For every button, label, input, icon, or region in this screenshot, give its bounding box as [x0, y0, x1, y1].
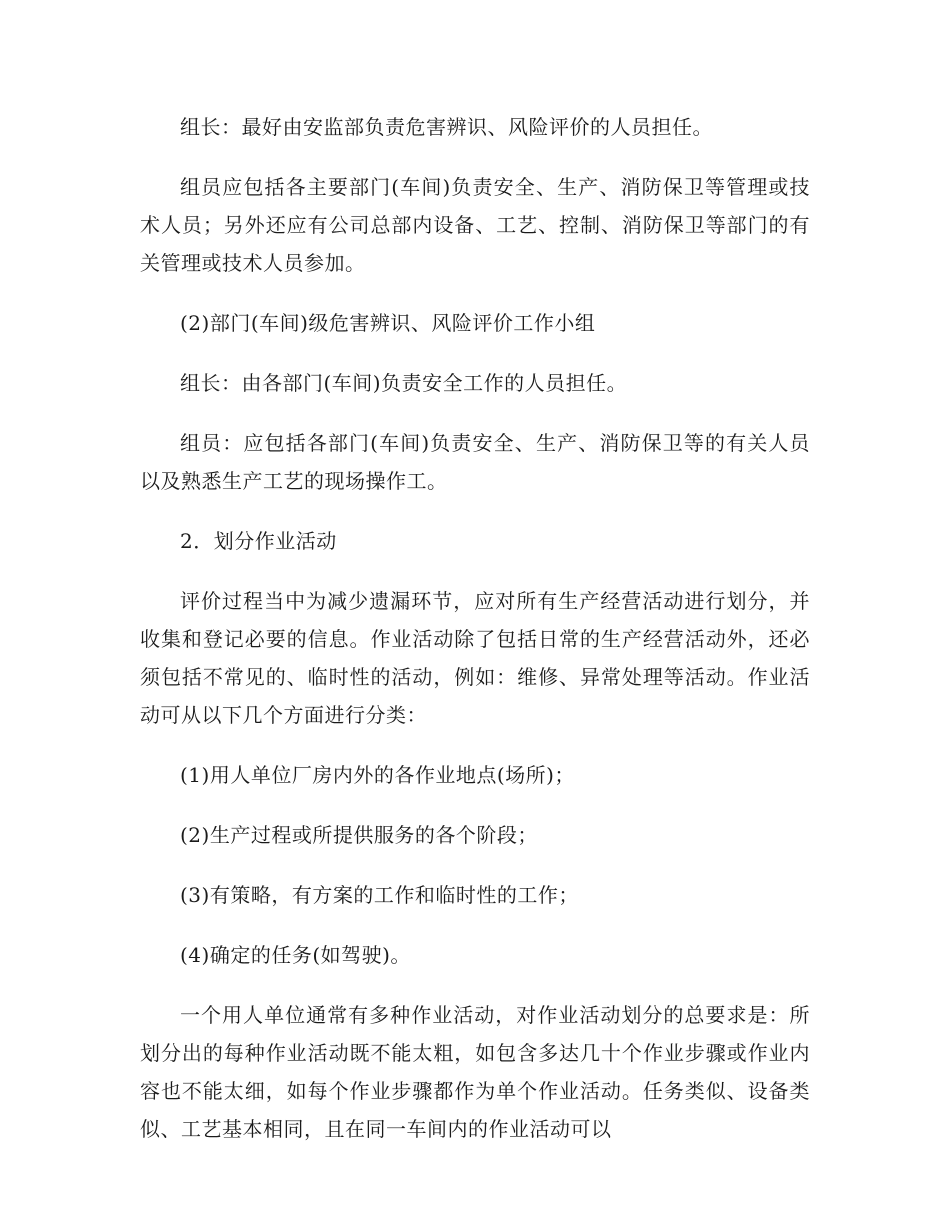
list-item-work-locations: (1)用人单位厂房内外的各作业地点(场所)；: [180, 763, 575, 787]
paragraph-division-requirements: 一个用人单位通常有多种作业活动，对作业活动划分的总要求是：所划分出的每种作业活动既不能太粗，如包含多达几十个作业步骤或作业内容也不能太细，如每个作业步骤都作为单个作业活动。任务类似、设备类似、工艺基本相同，且在同一车间内的作业活动可以: [140, 1003, 810, 1141]
paragraph-team-members: 组员应包括各主要部门(车间)负责安全、生产、消防保卫等管理或技术人员；另外还应有公司总部内设备、工艺、控制、消防保卫等部门的有关管理或技术人员参加。: [140, 175, 810, 275]
list-item-defined-tasks: (4)确定的任务(如驾驶)。: [180, 943, 411, 967]
list-item-production-stages: (2)生产过程或所提供服务的各个阶段；: [180, 823, 538, 847]
section-heading-divide-activities: 2．划分作业活动: [180, 529, 337, 553]
paragraph-dept-team-leader: 组长：由各部门(车间)负责安全工作的人员担任。: [180, 371, 628, 395]
paragraph-team-leader: 组长：最好由安监部负责危害辨识、风险评价的人员担任。: [180, 115, 713, 139]
paragraph-evaluation-process: 评价过程当中为减少遗漏环节，应对所有生产经营活动进行划分，并收集和登记必要的信息。作业活动除了包括日常的生产经营活动外，还必须包括不常见的、临时性的活动，例如：维修、异常处理等活动。作业活动可从以下几个方面进行分类：: [140, 589, 810, 727]
paragraph-dept-team-members: 组员：应包括各部门(车间)负责安全、生产、消防保卫等的有关人员以及熟悉生产工艺的现场操作工。: [140, 431, 810, 493]
list-item-planned-work: (3)有策略，有方案的工作和临时性的工作；: [180, 883, 579, 907]
paragraph-dept-team-heading: (2)部门(车间)级危害辨识、风险评价工作小组: [180, 311, 596, 335]
